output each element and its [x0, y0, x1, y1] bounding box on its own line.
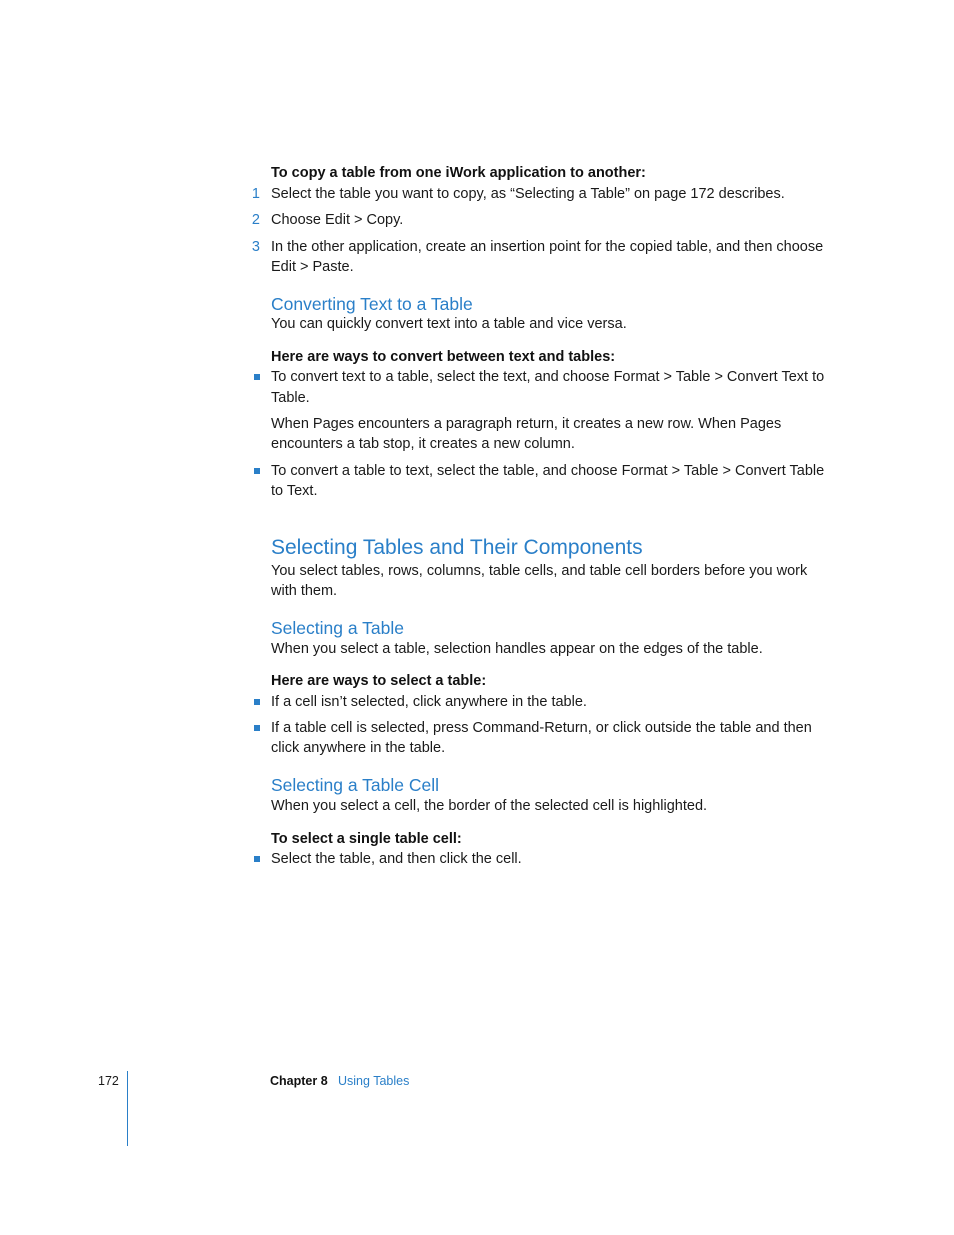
bullet-icon — [254, 856, 260, 862]
section-intro-line: with them. — [271, 583, 338, 599]
section-intro: When you select a table, selection handles appear on the edges of the table. — [271, 641, 763, 657]
bullet-text: Select the table, and then click the cell. — [271, 851, 522, 867]
note-line: encounters a tab stop, it creates a new column. — [271, 436, 575, 452]
bullet-text-line: To convert a table to text, select the table, and choose Format > Table > Convert Table — [271, 463, 825, 479]
bullet-text-line: If a table cell is selected, press Command-Return, or click outside the table and then — [271, 720, 812, 736]
converting-lead: Here are ways to convert between text and tables: — [271, 349, 616, 365]
bullet-text-line: Table. — [271, 390, 310, 406]
step-number: 2 — [251, 212, 260, 228]
section-intro-line: You select tables, rows, columns, table cells, and table cell borders before you work — [271, 563, 808, 579]
footer-divider — [127, 1071, 128, 1146]
step-text-line: In the other application, create an insertion point for the copied table, and then choose — [271, 239, 824, 255]
bullet-text-line: click anywhere in the table. — [271, 740, 446, 756]
footer-chapter: Chapter 8 — [270, 1074, 328, 1088]
footer-chapter-title: Using Tables — [338, 1074, 410, 1088]
bullet-icon — [254, 374, 260, 380]
copy-lead: To copy a table from one iWork application to another: — [271, 165, 646, 181]
bullet-icon — [254, 468, 260, 474]
selecting-cell-lead: To select a single table cell: — [271, 831, 462, 847]
section-heading-selecting-table: Selecting a Table — [271, 618, 404, 638]
step-text: Choose Edit > Copy. — [271, 212, 404, 228]
section-heading-selecting-cell: Selecting a Table Cell — [271, 775, 439, 795]
step-text-line: Edit > Paste. — [271, 259, 354, 275]
selecting-table-lead: Here are ways to select a table: — [271, 673, 487, 689]
section-intro: You can quickly convert text into a table and vice versa. — [271, 316, 627, 332]
bullet-text-line: to Text. — [271, 483, 318, 499]
bullet-icon — [254, 699, 260, 705]
bullet-text: If a cell isn’t selected, click anywhere in the table. — [271, 694, 587, 710]
step-number: 1 — [251, 186, 260, 202]
section-heading-converting: Converting Text to a Table — [271, 294, 473, 314]
page-number: 172 — [98, 1074, 119, 1088]
note-line: When Pages encounters a paragraph return, it creates a new row. When Pages — [271, 416, 782, 432]
section-intro: When you select a cell, the border of the selected cell is highlighted. — [271, 798, 708, 814]
step-number: 3 — [251, 239, 260, 255]
section-heading-selecting-components: Selecting Tables and Their Components — [271, 536, 643, 559]
step-text: Select the table you want to copy, as “Selecting a Table” on page 172 describes. — [271, 186, 785, 202]
bullet-text-line: To convert text to a table, select the text, and choose Format > Table > Convert Text to — [271, 369, 825, 385]
bullet-icon — [254, 725, 260, 731]
